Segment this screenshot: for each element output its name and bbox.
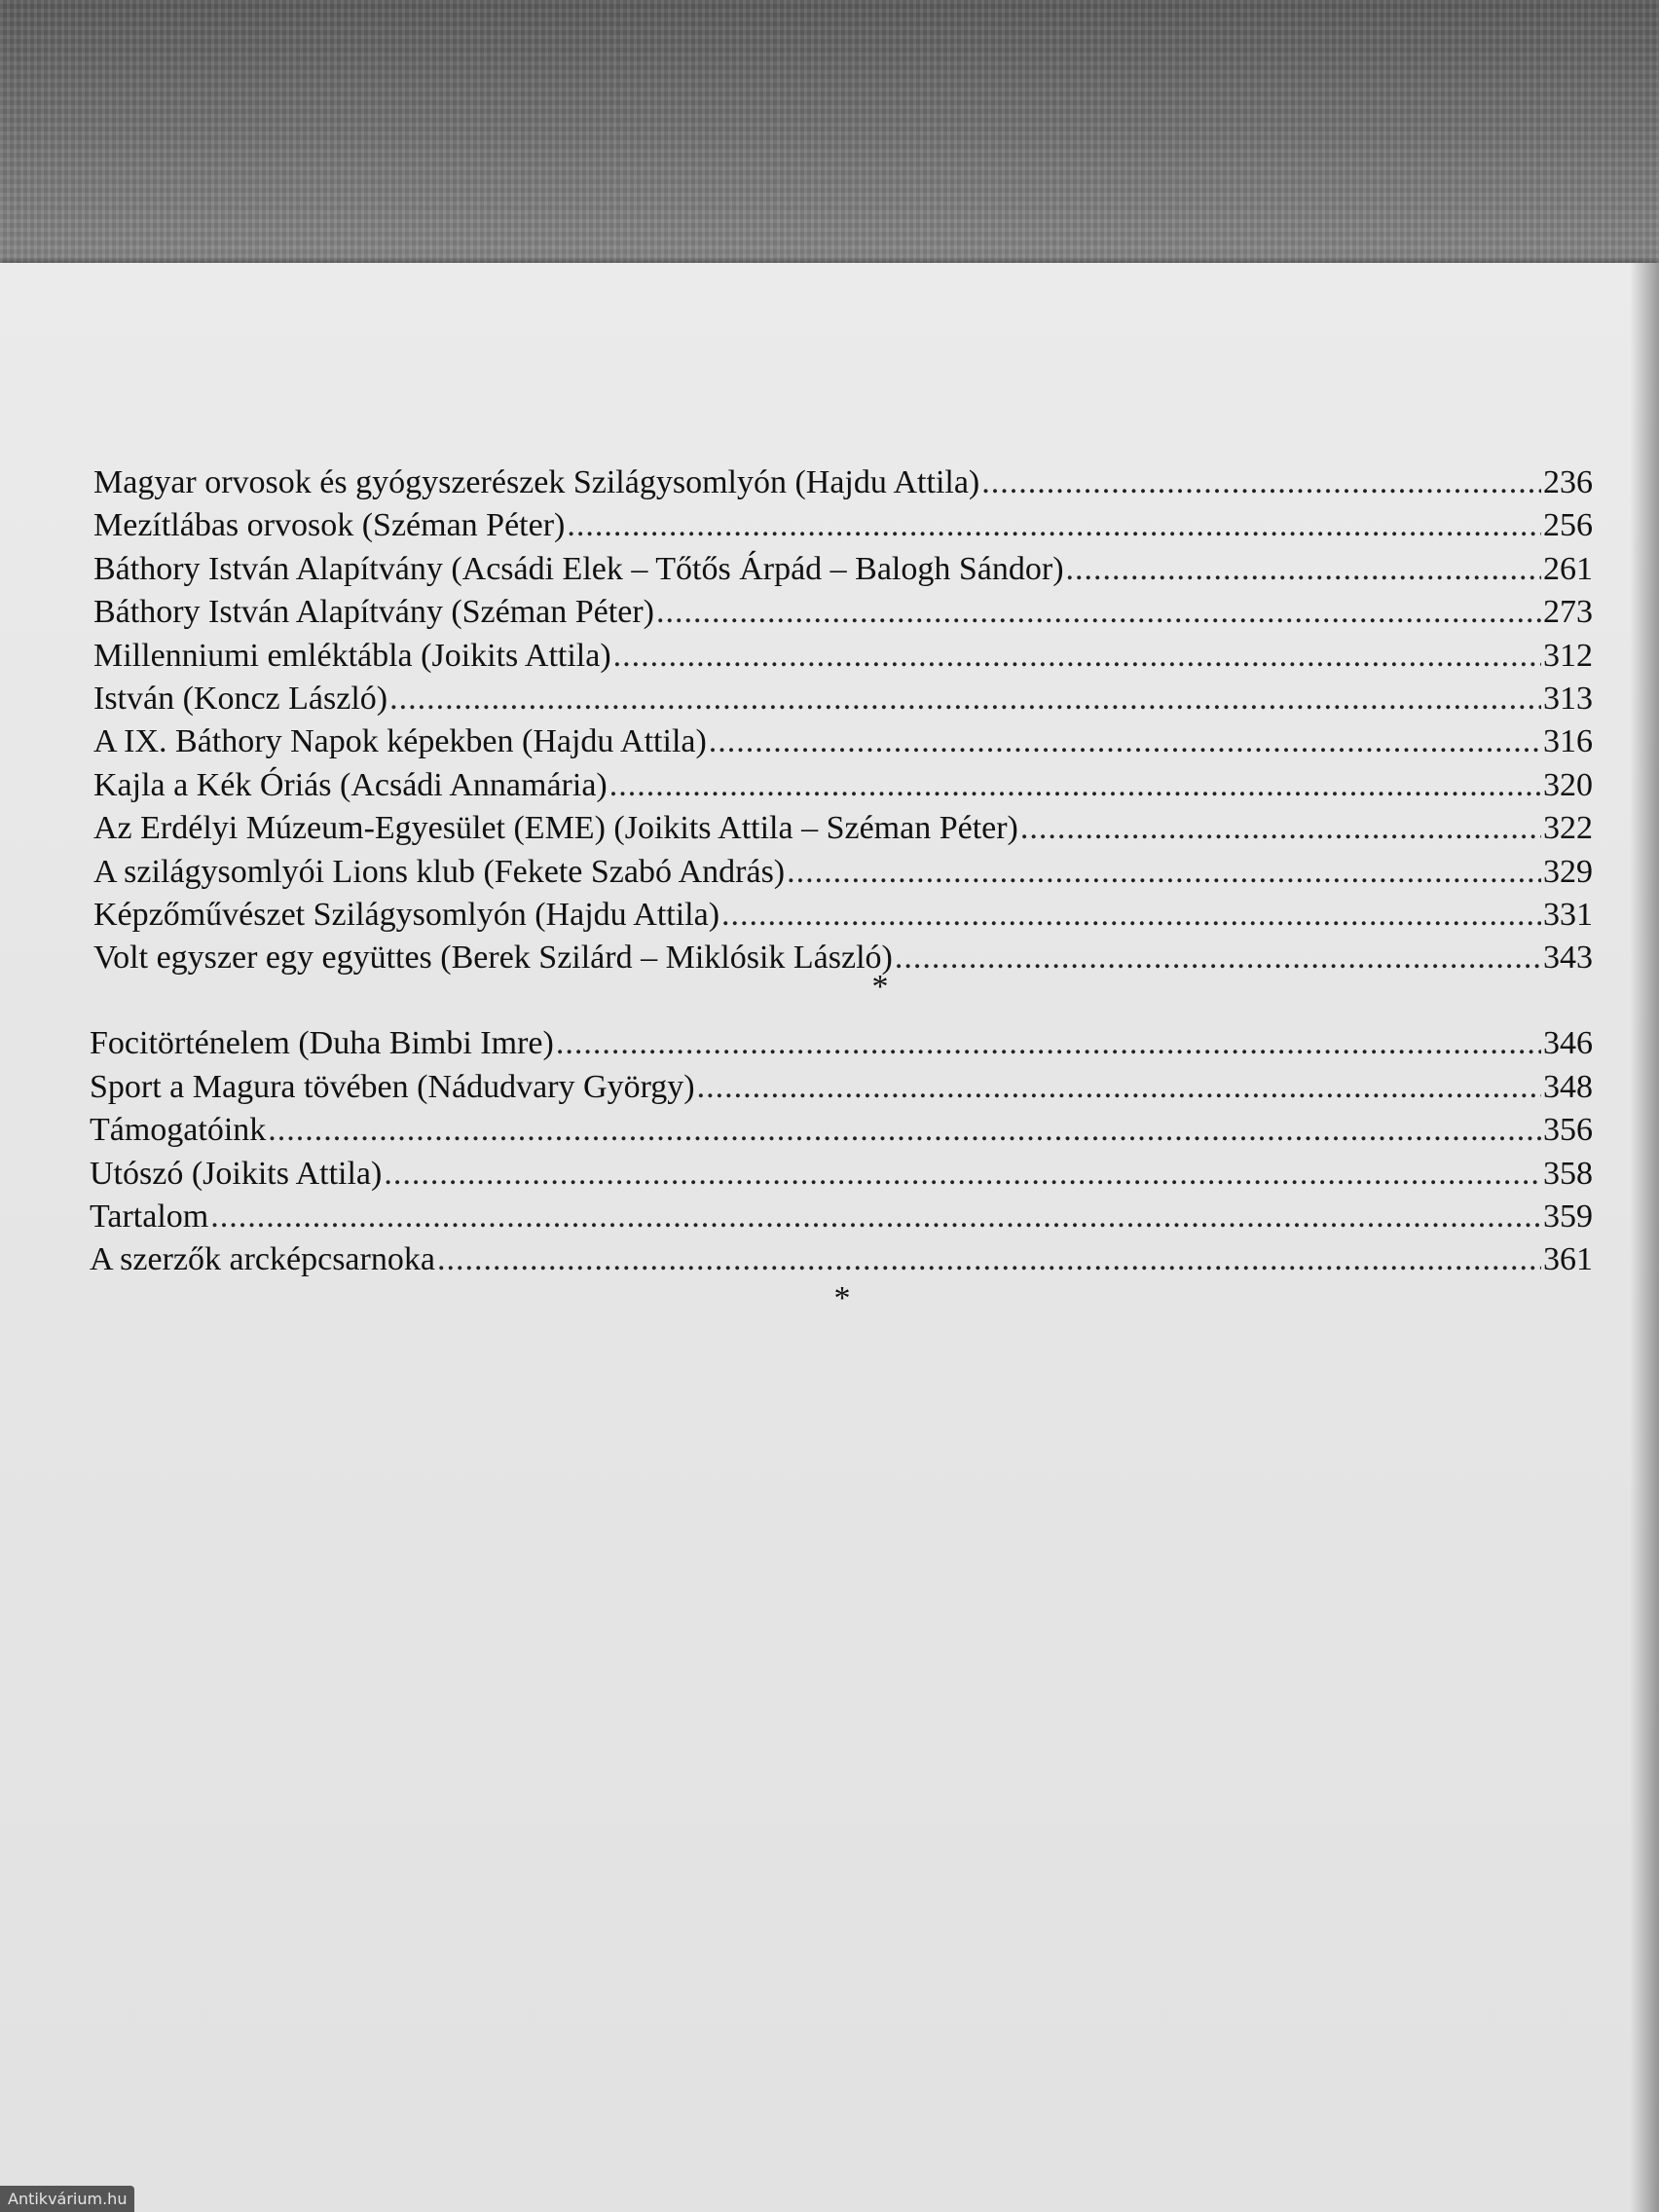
toc-leader-dots (981, 461, 1541, 504)
table-of-contents-section-2 (90, 1022, 1593, 1281)
toc-entry-page-number: 346 (1543, 1025, 1593, 1062)
toc-leader-dots (609, 764, 1541, 807)
toc-entry-title: Magyar orvosok és gyógyszerészek Szilágysomlyón (Hajdu Attila) (93, 464, 980, 500)
page-gutter-shadow (1630, 263, 1659, 2212)
toc-entry-page-number: 359 (1543, 1198, 1593, 1235)
toc-leader-dots (1020, 807, 1541, 850)
toc-entry-title: Utószó (Joikits Attila) (90, 1155, 383, 1192)
toc-entry (93, 461, 1593, 504)
toc-entry (93, 894, 1593, 937)
toc-entry (90, 1066, 1593, 1109)
toc-leader-dots (389, 678, 1541, 720)
toc-entry-page-number: 331 (1543, 896, 1593, 933)
toc-entry (93, 504, 1593, 547)
toc-entry (93, 807, 1593, 850)
toc-entry (93, 764, 1593, 807)
toc-entry-page-number: 356 (1543, 1112, 1593, 1149)
toc-entry-title: Tartalom (90, 1198, 209, 1235)
toc-leader-dots (697, 1066, 1541, 1109)
toc-entry-page-number: 313 (1543, 680, 1593, 717)
toc-entry (93, 720, 1593, 763)
toc-entry-page-number: 361 (1543, 1241, 1593, 1278)
toc-entry-page-number: 322 (1543, 810, 1593, 847)
toc-entry-title: István (Koncz László) (93, 680, 388, 717)
toc-leader-dots (268, 1109, 1541, 1152)
toc-entry (90, 1109, 1593, 1152)
toc-leader-dots (656, 591, 1541, 634)
toc-entry-page-number: 273 (1543, 594, 1593, 631)
toc-entry-title: Báthory István Alapítvány (Acsádi Elek – Tőtős Árpád – Balogh Sándor) (93, 550, 1064, 587)
toc-entry-page-number: 343 (1543, 940, 1593, 977)
toc-leader-dots (210, 1196, 1541, 1238)
toc-entry-title: A IX. Báthory Napok képekben (Hajdu Attila) (93, 723, 707, 760)
toc-entry-page-number: 329 (1543, 853, 1593, 890)
toc-entry-title: Mezítlábas orvosok (Széman Péter) (93, 507, 566, 544)
toc-entry-title: A szerzők arcképcsarnoka (90, 1241, 435, 1278)
toc-entry-title: Focitörténelem (Duha Bimbi Imre) (90, 1025, 554, 1062)
toc-leader-dots (709, 720, 1541, 763)
toc-entry-page-number: 236 (1543, 464, 1593, 500)
toc-entry (93, 678, 1593, 720)
toc-entry-title: Kajla a Kék Óriás (Acsádi Annamária) (93, 766, 608, 803)
toc-entry (93, 635, 1593, 678)
toc-leader-dots (437, 1238, 1541, 1281)
toc-entry (93, 851, 1593, 894)
table-of-contents-section-1 (93, 461, 1593, 980)
toc-entry-page-number: 320 (1543, 766, 1593, 803)
section-separator: * (871, 969, 889, 1005)
end-separator: * (833, 1280, 851, 1316)
toc-entry-title: Millenniumi emléktábla (Joikits Attila) (93, 637, 611, 674)
table-of-contents-section-2-wrapper (90, 969, 1593, 1282)
toc-entry (90, 1153, 1593, 1196)
toc-entry-page-number: 348 (1543, 1068, 1593, 1105)
toc-leader-dots (556, 1022, 1541, 1065)
toc-entry-title: A szilágysomlyói Lions klub (Fekete Szabó András) (93, 853, 786, 890)
toc-entry-title: Sport a Magura tövében (Nádudvary György) (90, 1068, 695, 1105)
toc-entry (93, 548, 1593, 591)
toc-leader-dots (1066, 548, 1541, 591)
watermark: Antikvárium.hu (0, 2186, 134, 2212)
toc-leader-dots (787, 851, 1541, 894)
background-surface (0, 0, 1659, 282)
toc-leader-dots (721, 894, 1541, 937)
toc-entry (90, 1022, 1593, 1065)
toc-leader-dots (567, 504, 1541, 547)
toc-entry-page-number: 256 (1543, 507, 1593, 544)
toc-entry-page-number: 261 (1543, 550, 1593, 587)
toc-entry-title: Képzőművészet Szilágysomlyón (Hajdu Attila) (93, 896, 720, 933)
toc-leader-dots (613, 635, 1541, 678)
toc-entry-title: Az Erdélyi Múzeum-Egyesület (EME) (Joikits Attila – Széman Péter) (93, 810, 1018, 847)
toc-leader-dots (384, 1153, 1541, 1196)
toc-entry-title: Támogatóink (90, 1112, 267, 1149)
toc-entry-page-number: 312 (1543, 637, 1593, 674)
toc-entry-title: Báthory István Alapítvány (Széman Péter) (93, 594, 654, 631)
toc-entry-page-number: 316 (1543, 723, 1593, 760)
toc-entry-page-number: 358 (1543, 1155, 1593, 1192)
toc-entry (93, 591, 1593, 634)
toc-entry-title: Volt egyszer egy együttes (Berek Szilárd – Miklósik László) (93, 940, 893, 977)
toc-entry (90, 1196, 1593, 1238)
toc-entry (90, 1238, 1593, 1281)
